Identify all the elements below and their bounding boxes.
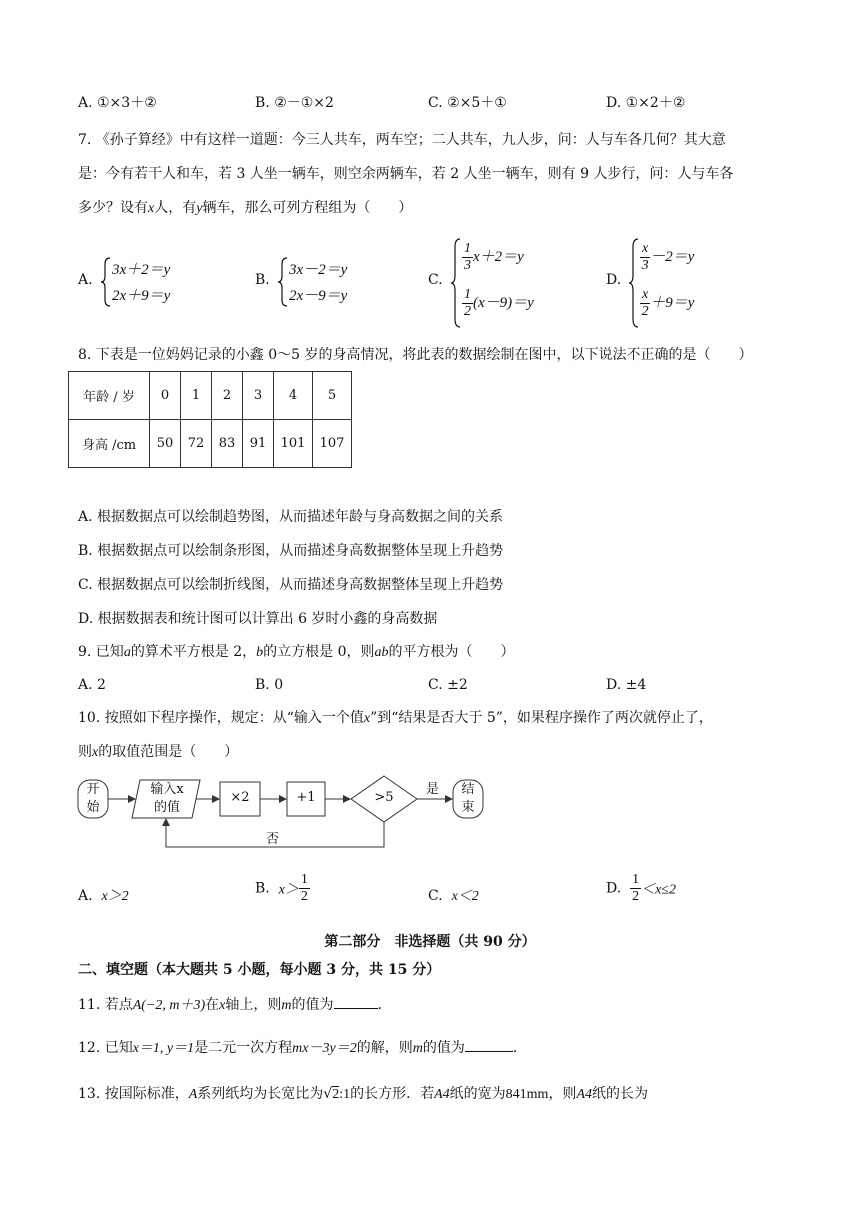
q9-option-c: C. ±2: [428, 677, 468, 693]
q7-b-eq1: 3x－2＝y: [289, 262, 348, 278]
flow-plus1-node: +1: [296, 790, 316, 805]
q10-option-d: D. $\frac{1}{2}$ ＜x≤2: [606, 872, 676, 904]
flow-start-text: 开: [86, 782, 100, 797]
q8-option-c: C. 根据数据点可以绘制折线图，从而描述身高数据整体呈现上升趋势: [78, 577, 504, 593]
q7-c-eq2: $\frac{1}{2}$ (x－9)＝y: [464, 287, 534, 319]
table-cell: 101: [274, 420, 313, 468]
q8-data-table: [68, 371, 352, 468]
q7-b-eq2: 2x－9＝y: [289, 288, 348, 304]
answer-blank[interactable]: [465, 1051, 513, 1052]
q10-flowchart: [72, 772, 502, 852]
flow-start-node: [78, 781, 108, 817]
table-cell: 91: [243, 420, 274, 468]
q9-option-d: D. ±4: [606, 677, 647, 693]
q7-d-eq2: $\frac{x}{2}$ ＋9＝y: [641, 287, 695, 319]
table-cell: 83: [212, 420, 243, 468]
flow-end-text: 束: [461, 800, 475, 815]
table-cell: 107: [313, 420, 352, 468]
q7-stem-line1: 7. 《孙子算经》中有这样一道题：今三人共车，两车空；二人共车，九人步，问：人与车各几何？其大意: [78, 132, 726, 148]
table-cell: 4: [274, 372, 313, 420]
q9-option-a: A. 2: [78, 677, 106, 693]
q7-d-eq1: $\frac{x}{3}$ －2＝y: [641, 241, 695, 273]
flow-times2-node: ×2: [230, 790, 250, 805]
q7-option-c-label: C.: [428, 272, 443, 288]
q11-stem: 11. 若点A(−2, m＋3)在x轴上，则m的值为 .: [78, 997, 382, 1013]
flow-end-text: 结: [461, 782, 475, 797]
q7-a-eq1: 3x＋2＝y: [112, 262, 171, 278]
q8-option-b: B. 根据数据点可以绘制条形图，从而描述身高数据整体呈现上升趋势: [78, 543, 504, 559]
table-row: [69, 372, 352, 420]
q7-stem-line2: 是：今有若干人和车，若 3 人坐一辆车，则空余两辆车，若 2 人坐一辆车，则有 9 人步行，问：人与车各: [78, 166, 734, 182]
q9-option-b: B. 0: [255, 677, 284, 693]
table-cell: 0: [150, 372, 181, 420]
flow-no-label: 否: [266, 832, 280, 847]
q10-option-c: C. x＜2: [428, 888, 479, 904]
flow-start-text: 始: [86, 800, 100, 815]
q10-stem-line1: 10. 按照如下程序操作，规定：从“输入一个值x”到“结果是否大于 5”，如果程序操作了两次就停止了，: [78, 710, 713, 726]
left-brace-icon: [277, 256, 289, 308]
flow-yes-label: 是: [426, 782, 440, 797]
q7-a-eq2: 2x＋9＝y: [112, 288, 171, 304]
flow-input-node: [136, 781, 198, 817]
q7-option-b-system: [277, 256, 387, 308]
table-cell: 1: [181, 372, 212, 420]
left-brace-icon: [450, 237, 462, 329]
q8-stem: 8. 下表是一位妈妈记录的小鑫 0～5 岁的身高情况，将此表的数据绘制在图中，以下说法不正确的是（ ）: [78, 347, 753, 363]
table-header-height: 身高 /cm: [69, 420, 150, 468]
q10-option-b: B. x＞ $\frac{1}{2}$: [255, 872, 308, 904]
q8-option-d: D. 根据数据表和统计图可以计算出 6 岁时小鑫的身高数据: [78, 611, 438, 627]
flow-input-text: 输入x: [150, 782, 184, 797]
q7-option-d-system: [628, 237, 748, 329]
q7-option-a-label: A.: [78, 272, 93, 288]
q7-option-c-system: [450, 237, 590, 329]
table-cell: 5: [313, 372, 352, 420]
flow-input-text: 的值: [153, 800, 180, 815]
q6-option-a: A. ①×3＋②: [78, 95, 157, 111]
left-brace-icon: [100, 256, 112, 308]
q8-option-a: A. 根据数据点可以绘制趋势图，从而描述年龄与身高数据之间的关系: [78, 509, 504, 525]
table-row: [69, 420, 352, 468]
q7-option-a-system: [100, 256, 210, 308]
q12-stem: 12. 已知x＝1, y＝1是二元一次方程mx－3y＝2的解，则m的值为 .: [78, 1040, 518, 1056]
flow-end-node: [453, 781, 483, 817]
answer-blank[interactable]: [334, 1008, 378, 1009]
q10-stem-line2: 则x的取值范围是（ ）: [78, 744, 239, 760]
table-cell: 2: [212, 372, 243, 420]
q6-option-b: B. ②－①×2: [255, 95, 334, 111]
table-header-age: 年龄 / 岁: [69, 372, 150, 420]
left-brace-icon: [628, 237, 640, 329]
q10-option-a: A. x＞2: [78, 888, 129, 904]
table-cell: 72: [181, 420, 212, 468]
section-title: 二、填空题（本大题共 5 小题，每小题 3 分，共 15 分）: [78, 962, 441, 978]
table-cell: 3: [243, 372, 274, 420]
q7-stem-line3: 多少？设有x人，有y辆车，那么可列方程组为（ ）: [78, 200, 413, 216]
q6-option-c: C. ②×5＋①: [428, 95, 507, 111]
sqrt-icon: √: [323, 1086, 333, 1102]
q6-option-d: D. ①×2＋②: [606, 95, 686, 111]
q7-option-b-label: B.: [255, 272, 270, 288]
q13-stem: 13. 按国际标准，A系列纸均为长宽比为√2:1的长方形．若A4纸的宽为841mm，则A4纸的长为: [78, 1086, 648, 1102]
table-cell: 50: [150, 420, 181, 468]
q9-stem: 9. 已知a的算术平方根是 2，b的立方根是 0，则ab的平方根为（ ）: [78, 644, 515, 660]
q7-c-eq1: $\frac{1}{3}$ x＋2＝y: [464, 241, 524, 273]
q7-option-d-label: D.: [606, 272, 622, 288]
part2-title: 第二部分 非选择题（共 90 分）: [324, 934, 536, 950]
flow-gt5-node: >5: [374, 790, 394, 805]
